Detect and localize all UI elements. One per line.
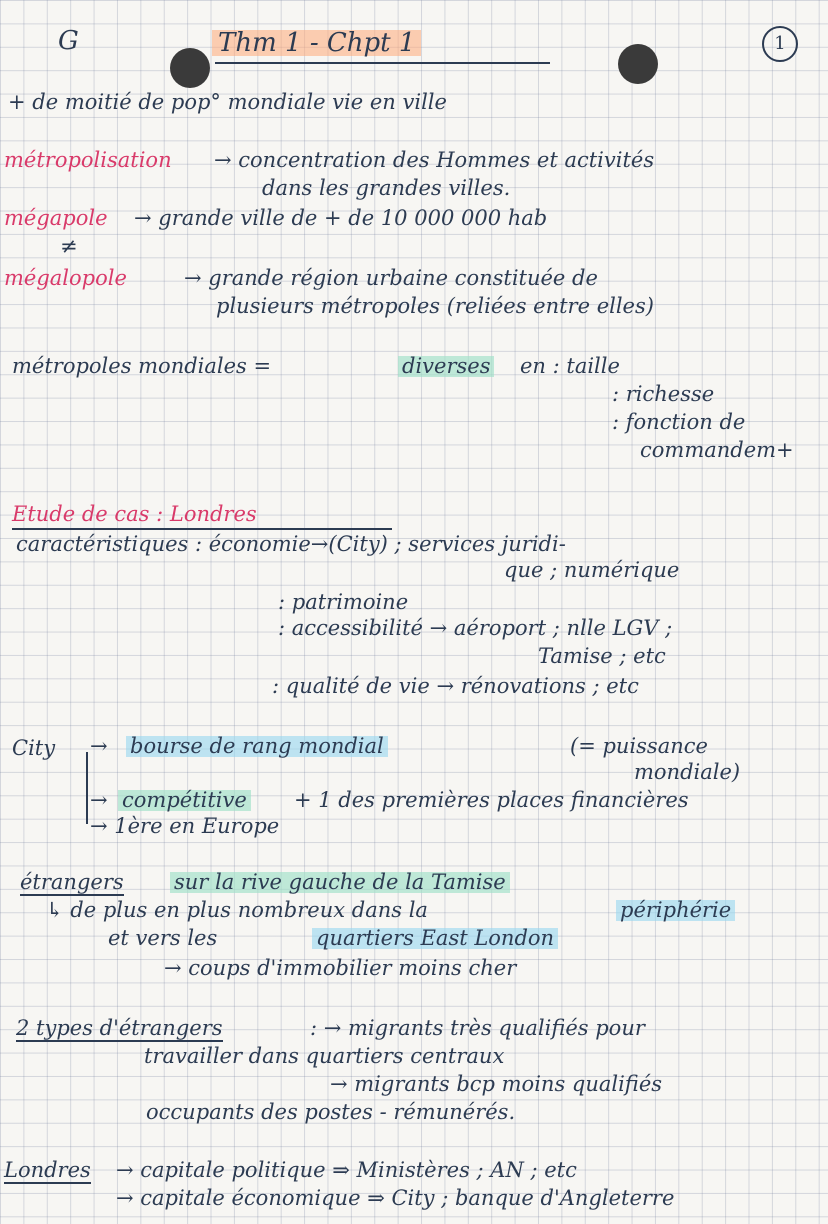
caracteristiques-accessibilite: : accessibilité → aéroport ; nlle LGV ;: [278, 616, 673, 640]
city-arrow-1: →: [90, 734, 108, 758]
corner-letter: G: [58, 26, 79, 56]
city-label: City: [12, 736, 56, 760]
highlight-diverses: diverses: [398, 356, 494, 377]
migrants-moins-qualifies: → migrants bcp moins qualifiés: [330, 1072, 663, 1096]
def-megalopole: → grande région urbaine constituée de: [184, 266, 598, 290]
city-arrow-2: →: [90, 788, 108, 812]
etrangers-label: étrangers: [20, 870, 124, 894]
criteria-commandement: commandem+: [640, 438, 794, 462]
term-megapole: mégapole: [4, 206, 108, 230]
highlight-competitive: compétitive: [118, 790, 251, 811]
caracteristiques-qualite: : qualité de vie → rénovations ; etc: [272, 674, 639, 698]
caracteristiques-tamise: Tamise ; etc: [538, 644, 666, 668]
punch-hole-right: [618, 44, 658, 84]
highlight-rive-gauche: sur la rive gauche de la Tamise: [170, 872, 510, 893]
not-equal-sign: ≠: [60, 234, 78, 258]
criteria-fonction: : fonction de: [612, 410, 746, 434]
migrants-postes: occupants des postes - rémunérés.: [146, 1100, 516, 1124]
highlight-bourse: bourse de rang mondial: [126, 736, 388, 757]
etrangers-immobilier: → coups d'immobilier moins cher: [164, 956, 517, 980]
def-megalopole-cont: plusieurs métropoles (reliées entre elles): [216, 294, 654, 318]
highlight-east-london: quartiers East London: [312, 928, 558, 949]
case-study-title: Etude de cas : Londres: [12, 502, 257, 526]
highlight-peripherie: périphérie: [616, 900, 735, 921]
londres-capitale-politique: → capitale politique ⇒ Ministères ; AN ; etc: [116, 1158, 577, 1182]
page-title: Thm 1 - Chpt 1: [212, 30, 421, 56]
caracteristiques-economie: caractéristiques : économie→(City) ; services juridi-: [16, 532, 566, 556]
city-bracket: [86, 752, 88, 824]
caracteristiques-patrimoine: : patrimoine: [278, 590, 409, 614]
term-megalopole: mégalopole: [4, 266, 127, 290]
criteria-richesse: : richesse: [612, 382, 715, 406]
city-mondiale: mondiale): [634, 760, 741, 784]
case-study-underline: [12, 528, 392, 530]
etrangers-peripherie: ↳ de plus en plus nombreux dans la: [46, 898, 428, 922]
punch-hole-left: [170, 48, 210, 88]
criteria-taille: en : taille: [520, 354, 620, 378]
caracteristiques-numerique: que ; numérique: [504, 558, 680, 582]
etrangers-vers: et vers les: [108, 926, 218, 950]
line-population: + de moitié de pop° mondiale vie en ville: [8, 90, 447, 114]
title-underline: [215, 62, 550, 64]
metropoles-mondiales: métropoles mondiales =: [12, 354, 272, 378]
migrants-quartiers-centraux: travailler dans quartiers centraux: [144, 1044, 505, 1068]
city-places-financieres: + 1 des premières places financières: [294, 788, 689, 812]
term-metropolisation: métropolisation: [4, 148, 172, 172]
def-metropolisation-cont: dans les grandes villes.: [262, 176, 511, 200]
def-megapole: → grande ville de + de 10 000 000 hab: [134, 206, 548, 230]
londres-label: Londres: [4, 1158, 91, 1182]
migrants-qualifies: : → migrants très qualifiés pour: [310, 1016, 645, 1040]
page-number: 1: [762, 26, 798, 62]
def-metropolisation: → concentration des Hommes et activités: [214, 148, 655, 172]
city-premiere-europe: → 1ère en Europe: [90, 814, 280, 838]
deux-types-etrangers: 2 types d'étrangers: [16, 1016, 223, 1040]
londres-capitale-economique: → capitale économique ⇒ City ; banque d'Angleterre: [116, 1186, 675, 1210]
city-puissance: (= puissance: [570, 734, 708, 758]
